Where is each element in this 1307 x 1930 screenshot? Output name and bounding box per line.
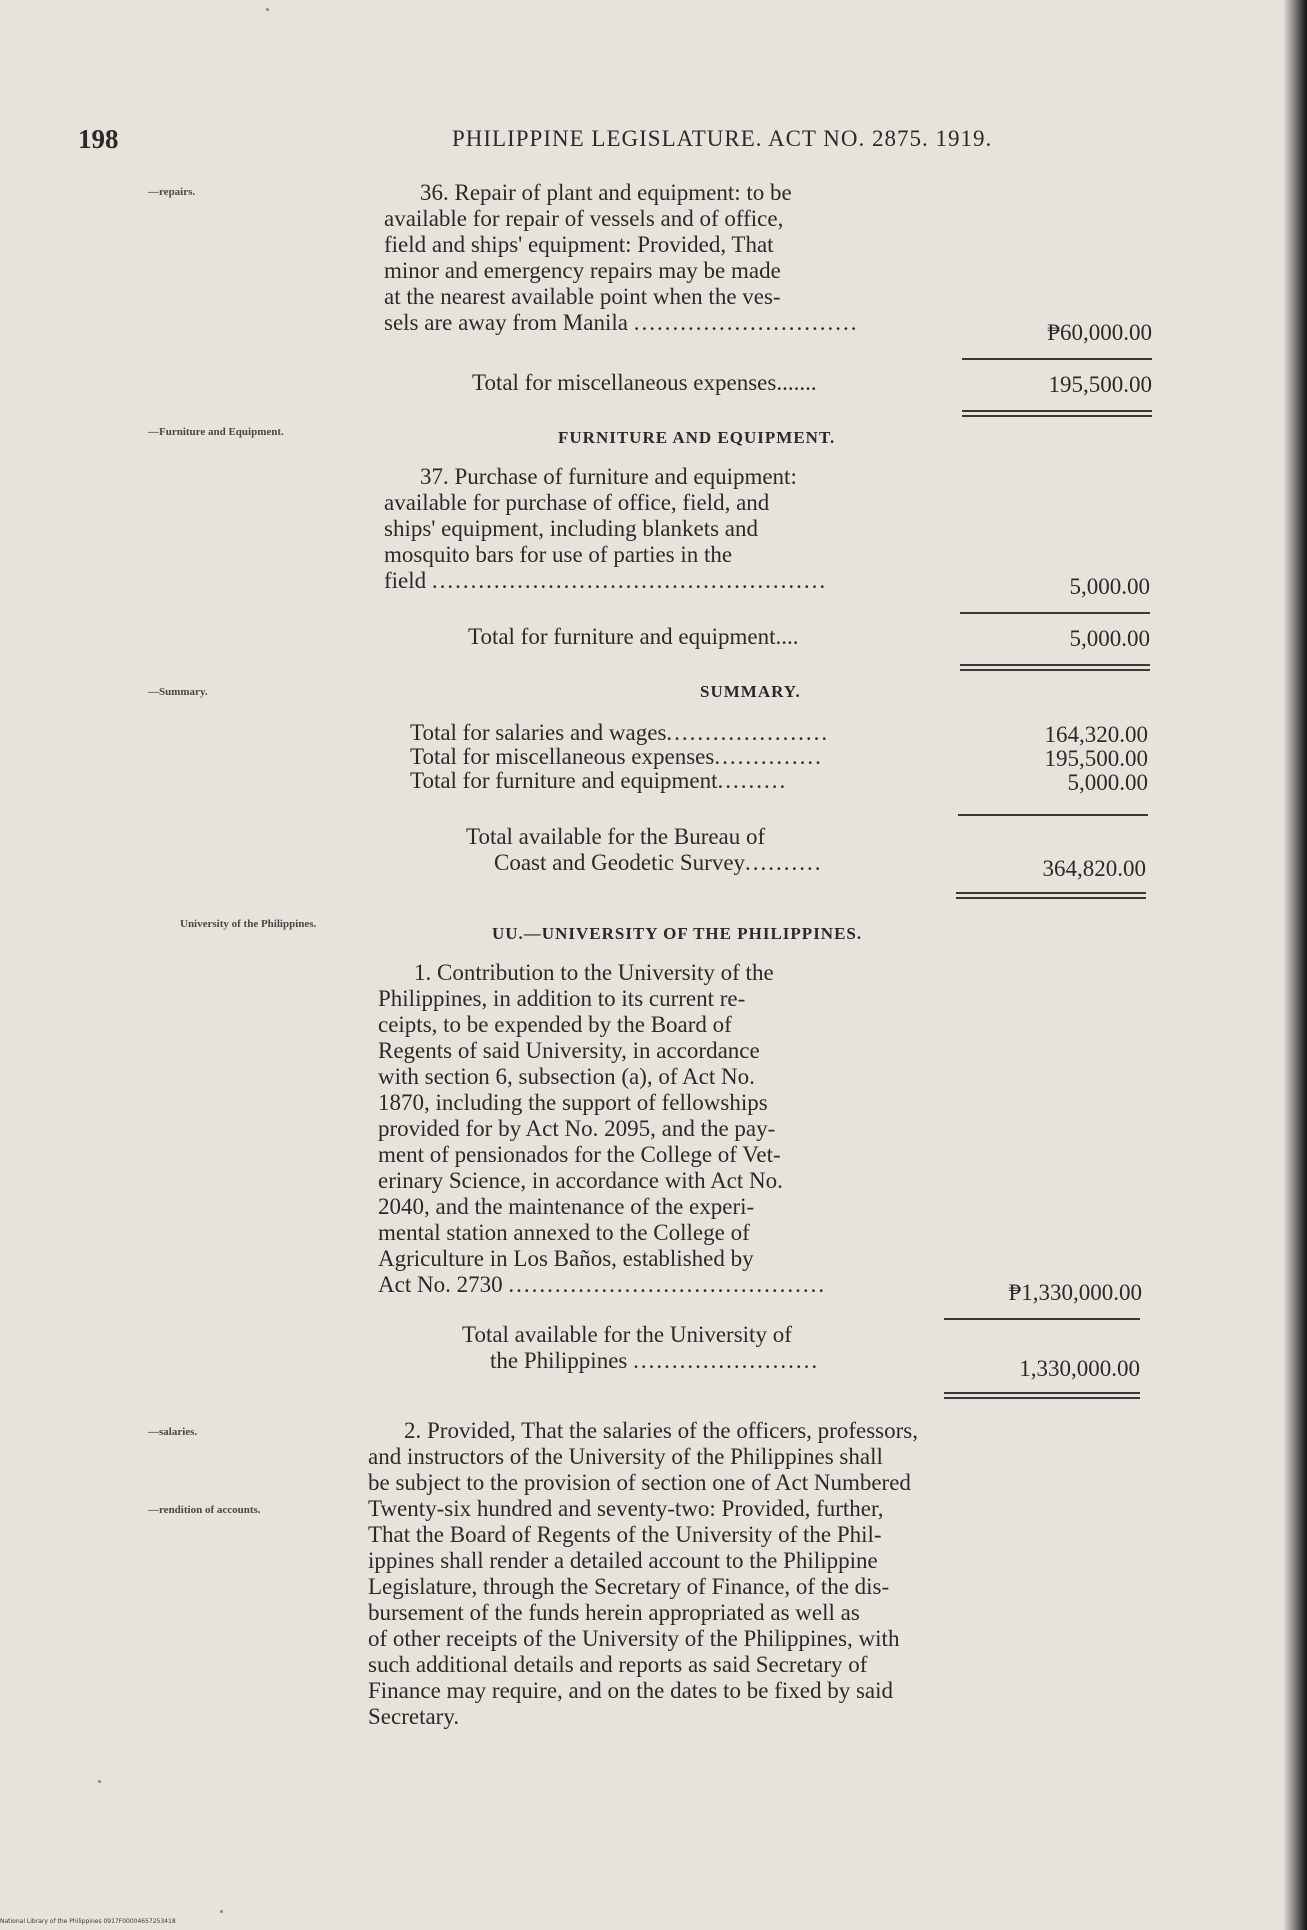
proviso-line: and instructors of the University of the Philippines shall: [368, 1444, 883, 1469]
university-item-line: 1. Contribution to the University of the: [414, 960, 774, 985]
summary-row-amount: 195,500.00: [1044, 746, 1148, 771]
item-36-line: sels are away from Manila .............................: [384, 310, 859, 335]
item-37-line: mosquito bars for use of parties in the: [384, 542, 733, 567]
summary-heading: SUMMARY.: [700, 682, 801, 701]
university-item-line: ceipts, to be expended by the Board of: [378, 1012, 732, 1037]
furniture-heading: FURNITURE AND EQUIPMENT.: [558, 428, 836, 447]
item-36-paragraph: [384, 180, 964, 336]
rule: [960, 612, 1150, 614]
rule: [962, 358, 1152, 360]
proviso-paragraph: [368, 1418, 1136, 1730]
item-37-amount: 5,000.00: [1069, 574, 1150, 599]
item-37-line: field ...................................................: [384, 568, 828, 593]
double-rule: [956, 892, 1146, 899]
university-item-line: provided for by Act No. 2095, and the pay-: [378, 1116, 776, 1141]
item-37-paragraph: [384, 464, 964, 594]
university-item-line: Regents of said University, in accordance: [378, 1038, 760, 1063]
proviso-line: Legislature, through the Secretary of Finance, of the dis-: [368, 1574, 890, 1599]
proviso-line: Twenty-six hundred and seventy-two: Provided, further,: [368, 1496, 884, 1521]
double-rule: [960, 664, 1150, 671]
paper-speck: [266, 8, 269, 11]
double-rule: [944, 1392, 1140, 1399]
proviso-line: 2. Provided, That the salaries of the officers, professors,: [404, 1418, 918, 1443]
grand-total-label-line-1: Total available for the Bureau of: [466, 824, 766, 849]
item-37-line: ships' equipment, including blankets and: [384, 516, 759, 541]
item-36-amount: ₱60,000.00: [1047, 320, 1152, 345]
running-head: PHILIPPINE LEGISLATURE. ACT NO. 2875. 1919.: [452, 126, 993, 151]
university-item-paragraph: [378, 960, 954, 1298]
furniture-total-amount: 5,000.00: [1069, 626, 1150, 651]
item-36-line: at the nearest available point when the ves-: [384, 284, 781, 309]
margin-note-university: University of the Philippines.: [180, 918, 317, 930]
margin-note-repairs: —repairs.: [148, 186, 196, 198]
item-37-line: 37. Purchase of furniture and equipment:: [420, 464, 797, 489]
university-item-line: 2040, and the maintenance of the experi-: [378, 1194, 755, 1219]
item-36-line: field and ships' equipment: Provided, That: [384, 232, 774, 257]
proviso-line: ippines shall render a detailed account to the Philippine: [368, 1548, 878, 1573]
summary-row: Total for furniture and equipment.........: [410, 768, 788, 793]
item-36-line: available for repair of vessels and of office,: [384, 206, 784, 231]
margin-note-summary: —Summary.: [148, 686, 208, 698]
paper-speck: [220, 1910, 223, 1913]
university-item-line: Act No. 2730 .........................................: [378, 1272, 827, 1297]
margin-note-salaries: —salaries.: [148, 1426, 198, 1438]
margin-note-furniture: —Furniture and Equipment.: [148, 426, 284, 438]
university-item-line: erinary Science, in accordance with Act No.: [378, 1168, 783, 1193]
double-rule: [962, 410, 1152, 417]
item-37-line: available for purchase of office, field, and: [384, 490, 770, 515]
proviso-line: be subject to the provision of section one of Act Numbered: [368, 1470, 911, 1495]
summary-row: Total for miscellaneous expenses..............: [410, 744, 823, 769]
university-total-label-line-1: Total available for the University of: [462, 1322, 792, 1347]
misc-total-amount: 195,500.00: [1048, 372, 1152, 397]
page-number: 198: [78, 124, 119, 154]
summary-row-amount: 164,320.00: [1044, 722, 1148, 747]
university-heading: UU.—UNIVERSITY OF THE PHILIPPINES.: [492, 924, 863, 943]
margin-note-rendition: —rendition of accounts.: [148, 1504, 261, 1516]
grand-total-amount: 364,820.00: [1042, 856, 1146, 881]
university-item-line: Philippines, in addition to its current re-: [378, 986, 746, 1011]
paper-speck: [98, 1780, 101, 1783]
university-item-line: 1870, including the support of fellowships: [378, 1090, 768, 1115]
proviso-line: That the Board of Regents of the University of the Phil-: [368, 1522, 882, 1547]
university-total-amount: 1,330,000.00: [1019, 1356, 1140, 1381]
summary-row-amount: 5,000.00: [1067, 770, 1148, 795]
university-item-line: ment of pensionados for the College of Vet-: [378, 1142, 781, 1167]
university-total-label-line-2: the Philippines ........................: [490, 1348, 820, 1373]
page-edge-shadow: [1283, 0, 1307, 1930]
university-item-line: with section 6, subsection (a), of Act No.: [378, 1064, 755, 1089]
university-item-line: Agriculture in Los Baños, established by: [378, 1246, 754, 1271]
proviso-line: such additional details and reports as said Secretary of: [368, 1652, 868, 1677]
summary-row: Total for salaries and wages.....................: [410, 720, 830, 745]
university-item-amount: ₱1,330,000.00: [1008, 1280, 1142, 1305]
university-item-line: mental station annexed to the College of: [378, 1220, 750, 1245]
rule: [958, 814, 1148, 816]
proviso-line: of other receipts of the University of the Philippines, with: [368, 1626, 900, 1651]
grand-total-label-line-2: Coast and Geodetic Survey..........: [494, 850, 823, 875]
proviso-line: bursement of the funds herein appropriated as well as: [368, 1600, 860, 1625]
rule: [944, 1318, 1140, 1320]
proviso-line: Finance may require, and on the dates to be fixed by said: [368, 1678, 894, 1703]
scan-footer: National Library of the Philippines 0917F00004657253418: [0, 1918, 176, 1925]
item-36-line: minor and emergency repairs may be made: [384, 258, 781, 283]
item-36-line: 36. Repair of plant and equipment: to be: [420, 180, 792, 205]
misc-total-label: Total for miscellaneous expenses.......: [472, 370, 817, 395]
furniture-total-label: Total for furniture and equipment....: [468, 624, 799, 649]
proviso-line: Secretary.: [368, 1704, 460, 1729]
